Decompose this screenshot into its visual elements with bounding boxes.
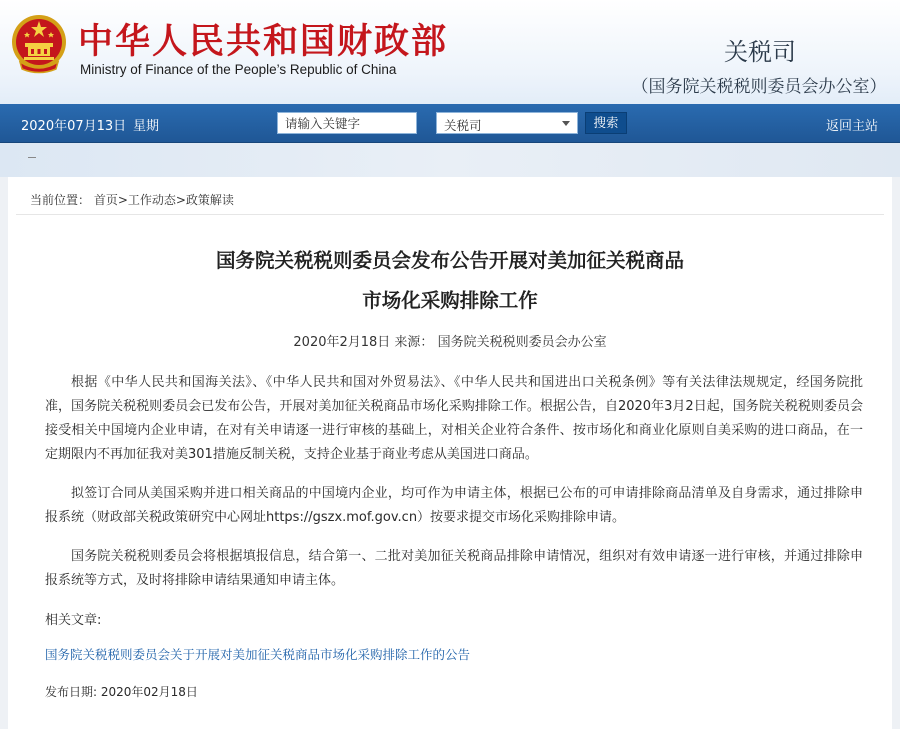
search-button[interactable]: 搜索 [585,112,627,134]
current-weekday: 星期 [133,119,160,134]
divider [16,214,884,215]
article-title-line2: 市场化采购排除工作 [362,289,538,312]
department-name: 关税司 [724,38,796,66]
national-emblem-icon [10,12,68,76]
related-articles-label: 相关文章: [45,613,102,628]
divider [28,157,36,158]
search-scope-select[interactable] [436,112,578,134]
publish-date: 发布日期: 2020年02月18日 [45,685,198,699]
article-paragraph: 国务院关税税则委员会将根据填报信息，结合第一、二批对美加征关税商品排除申请情况，组织对有效申请逐一进行审核，并通过排除申报系统等方式，及时将排除申请结果通知申请主体。 [45,549,863,588]
search-input[interactable] [277,112,417,134]
ministry-name-cn: 中华人民共和国财政部 [78,21,449,62]
search-scope-value: 关税司 [444,118,482,133]
article-meta: 2020年2月18日 来源： 国务院关税税则委员会办公室 [293,335,607,350]
article-card [8,177,892,729]
chevron-down-icon [562,121,570,126]
return-home-link[interactable]: 返回主站 [826,119,879,134]
ministry-name-en: Ministry of Finance of the People’s Republic of China [80,62,397,77]
top-navbar [0,104,900,143]
related-article-link[interactable]: 国务院关税税则委员会关于开展对美加征关税商品市场化采购排除工作的公告 [45,647,471,662]
department-subtitle: （国务院关税税则委员会办公室） [631,77,887,97]
banner-strip [0,143,900,177]
article-title-line1: 国务院关税税则委员会发布公告开展对美加征关税商品 [215,249,684,272]
current-date: 2020年07月13日 [21,119,127,134]
breadcrumb[interactable]: 当前位置： 首页>工作动态>政策解读 [30,193,234,207]
site-header [0,0,900,104]
article-paragraph: 根据《中华人民共和国海关法》、《中华人民共和国对外贸易法》、《中华人民共和国进出口关税条例》等有关法律法规规定，经国务院批准，国务院关税税则委员会已发布公告，开展对美加征关税商品市场化采购排除工作。根据公告，自2020年3月2日起，国务院关税税则委员会接受相关中国境内企业申请，在对有关申请逐一进行审核的基础上，对相关企业符合条件、按市场化和商业化原则自美采购的进口商品，在一定期限内不再加征我对美301措施反制关税，支持企业基于商业考虑从美国进口商品。 [45,375,863,462]
article-paragraph: 拟签订合同从美国采购并进口相关商品的中国境内企业，均可作为申请主体，根据已公布的可申请排除商品清单及自身需求，通过排除申报系统（财政部关税政策研究中心网址https://gszx.mof.gov.cn）按要求提交市场化采购排除申请。 [45,486,863,525]
